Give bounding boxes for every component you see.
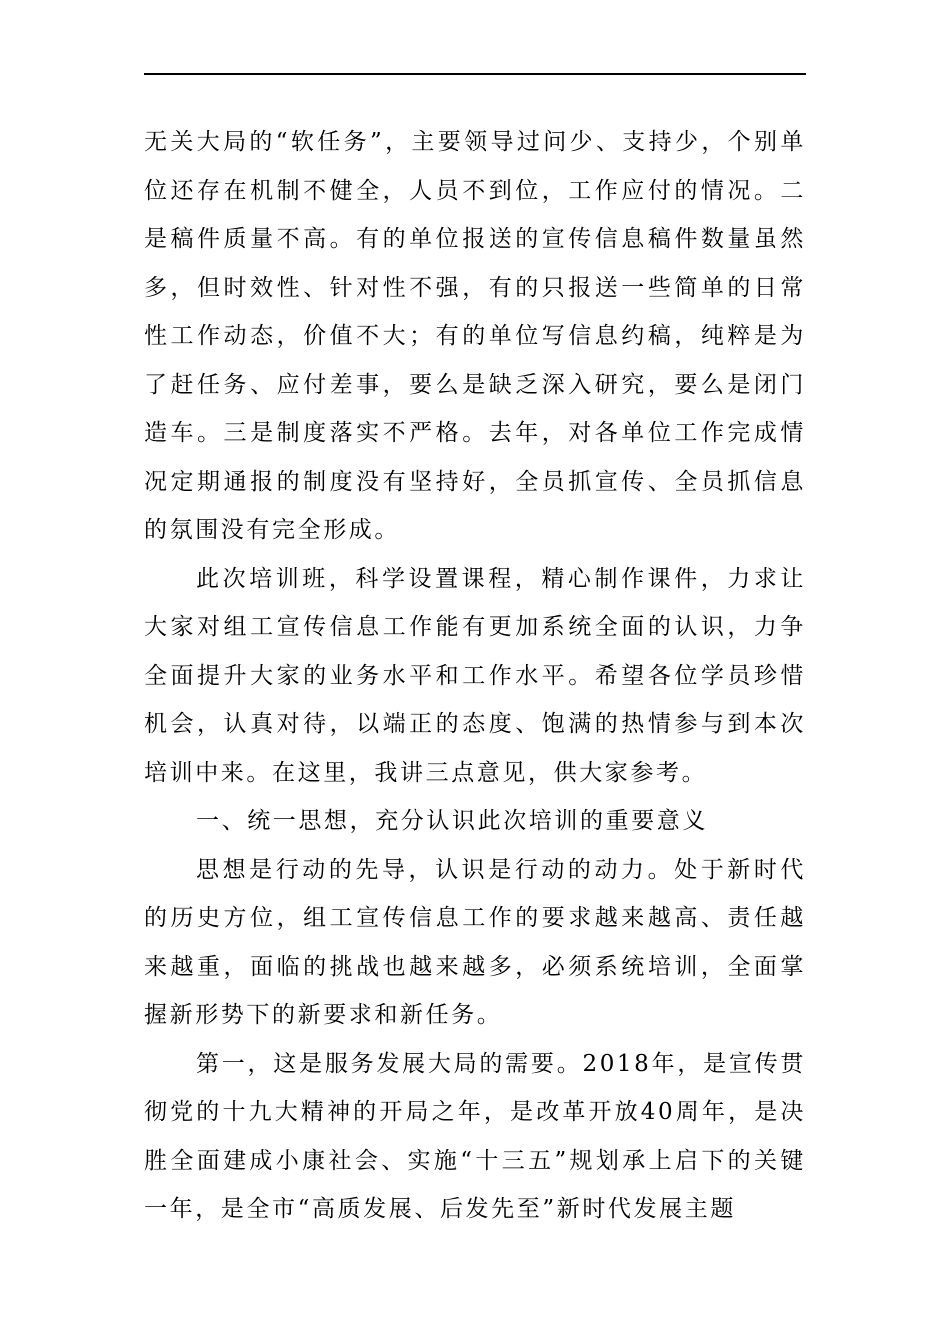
section-heading-one: 一、统一思想，充分认识此次培训的重要意义 — [196, 808, 708, 834]
paragraph-training-intro: 此次培训班，科学设置课程，精心制作课件，力求让大家对组工宣传信息工作能有更加系统全面的认识，力争全面提升大家的业务水平和工作水平。希望各位学员珍惜机会，认真对待，以端正的态度、饱满的热情参与到本次培训中来。在这里，我讲三点意见，供大家参考。 — [144, 565, 806, 786]
header-rule — [144, 73, 806, 75]
paragraph-continued: 无关大局的“软任务”，主要领导过问少、支持少，个别单位还存在机制不健全，人员不到位，工作应付的情况。二是稿件质量不高。有的单位报送的宣传信息稿件数量虽然多，但时效性、针对性不强，有的只报送一些简单的日常性工作动态，价值不大；有的单位写信息约稿，纯粹是为了赶任务、应付差事，要么是缺乏深入研究，要么是闭门造车。三是制度落实不严格。去年，对各单位工作完成情况定期通报的制度没有坚持好，全员抓宣传、全员抓信息的氛围没有完全形成。 — [144, 129, 806, 543]
paragraph-first-point: 第一，这是服务发展大局的需要。2018年，是宣传贯彻党的十九大精神的开局之年，是改革开放40周年，是决胜全面建成小康社会、实施“十三五”规划承上启下的关键一年，是全市“高质发展、后发先至”新时代发展主题 — [144, 1050, 806, 1222]
paragraph-thought-guide: 思想是行动的先导，认识是行动的动力。处于新时代的历史方位，组工宣传信息工作的要求越来越高、责任越来越重，面临的挑战也越来越多，必须系统培训，全面掌握新形势下的新要求和新任务。 — [144, 856, 806, 1028]
document-body — [144, 118, 806, 1234]
